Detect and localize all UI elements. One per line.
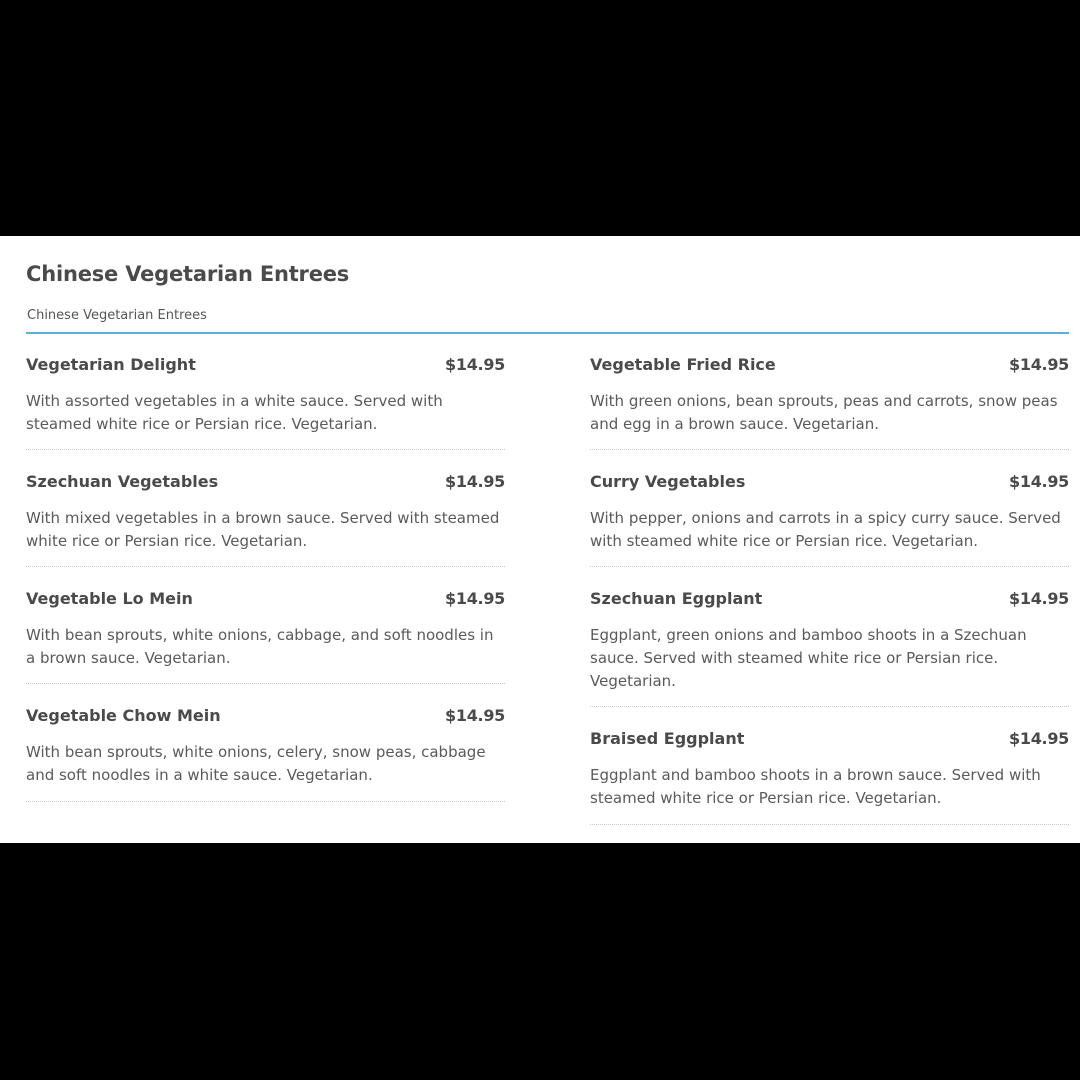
menu-column-left — [26, 345, 505, 802]
menu-column-right — [590, 345, 1069, 825]
menu-item-price: $14.95 — [445, 472, 505, 491]
menu-item-price: $14.95 — [445, 589, 505, 608]
menu-item-description: Eggplant and bamboo shoots in a brown sauce. Served with steamed white rice or Persian rice. Vegetarian. — [590, 766, 1041, 807]
section-divider — [26, 332, 1069, 334]
section-subtitle: Chinese Vegetarian Entrees — [27, 308, 207, 323]
menu-item-name: Braised Eggplant — [590, 729, 745, 748]
menu-item-name: Vegetable Lo Mein — [26, 589, 193, 608]
menu-item[interactable] — [590, 567, 1069, 707]
menu-item-name: Szechuan Vegetables — [26, 472, 219, 491]
menu-item-description: Eggplant, green onions and bamboo shoots in a Szechuan sauce. Served with steamed white rice or Persian rice. Vegetarian. — [590, 626, 1027, 690]
menu-item[interactable] — [26, 567, 505, 684]
menu-item-price: $14.95 — [1009, 355, 1069, 374]
menu-item-name: Vegetable Chow Mein — [26, 706, 221, 725]
menu-item-description: With assorted vegetables in a white sauce. Served with steamed white rice or Persian rice. Vegetarian. — [26, 392, 443, 433]
menu-item-price: $14.95 — [445, 355, 505, 374]
menu-item-price: $14.95 — [1009, 729, 1069, 748]
menu-item-description: With bean sprouts, white onions, cabbage, and soft noodles in a brown sauce. Vegetarian. — [26, 626, 494, 667]
menu-item-description: With pepper, onions and carrots in a spicy curry sauce. Served with steamed white rice or Persian rice. Vegetarian. — [590, 509, 1061, 550]
menu-item-description: With bean sprouts, white onions, celery, snow peas, cabbage and soft noodles in a white sauce. Vegetarian. — [26, 743, 486, 784]
menu-item-description: With mixed vegetables in a brown sauce. Served with steamed white rice or Persian rice. Vegetarian. — [26, 509, 500, 550]
menu-item[interactable] — [590, 707, 1069, 825]
menu-item-name: Curry Vegetables — [590, 472, 746, 491]
menu-item[interactable] — [26, 450, 505, 567]
menu-item[interactable] — [590, 345, 1069, 450]
menu-item-price: $14.95 — [1009, 472, 1069, 491]
menu-item[interactable] — [590, 450, 1069, 567]
menu-item-description: With green onions, bean sprouts, peas and carrots, snow peas and egg in a brown sauce. Vegetarian. — [590, 392, 1058, 433]
menu-item-price: $14.95 — [1009, 589, 1069, 608]
menu-item-name: Szechuan Eggplant — [590, 589, 763, 608]
menu-item[interactable] — [26, 684, 505, 802]
menu-item[interactable] — [26, 345, 505, 450]
section-title: Chinese Vegetarian Entrees — [26, 262, 350, 286]
menu-item-price: $14.95 — [445, 706, 505, 725]
menu-item-name: Vegetarian Delight — [26, 355, 196, 374]
menu-item-name: Vegetable Fried Rice — [590, 355, 776, 374]
